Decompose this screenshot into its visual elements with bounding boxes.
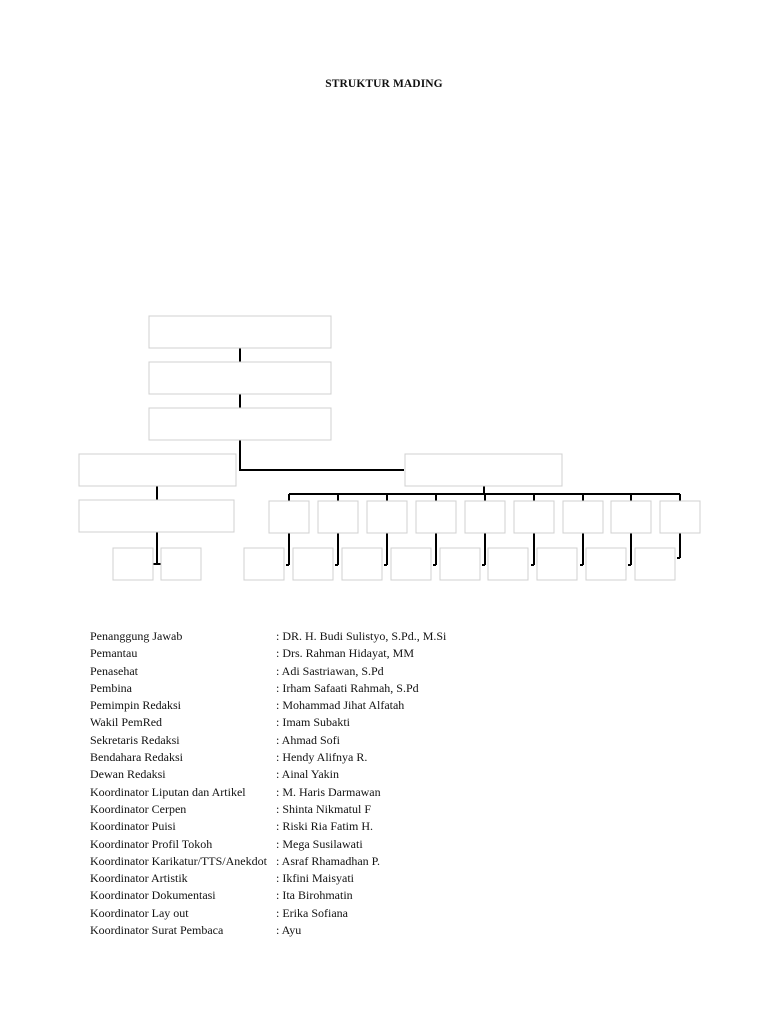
org-box-right-row1 (611, 501, 651, 533)
roster-row (90, 732, 446, 749)
org-box-left-1 (79, 454, 236, 486)
org-box-left-2 (79, 500, 234, 532)
org-box-top-2 (149, 362, 331, 394)
roster-role: Koordinator Dokumentasi (90, 888, 216, 903)
roster-role: Wakil PemRed (90, 715, 163, 730)
roster-name: : Riski Ria Fatim H. (276, 819, 374, 834)
org-box-left-3a (113, 548, 153, 580)
roster-role: Dewan Redaksi (90, 767, 166, 782)
org-box-left-3b (161, 548, 201, 580)
org-box-top-1 (149, 316, 331, 348)
roster-role: Koordinator Surat Pembaca (90, 923, 224, 938)
org-chart-boxes (79, 316, 700, 580)
roster-list (90, 628, 446, 939)
roster-row (90, 784, 446, 801)
roster-name: : Hendy Alifnya R. (276, 750, 368, 765)
roster-row (90, 905, 446, 922)
roster-name: : M. Haris Darmawan (276, 784, 381, 799)
roster-role: Penanggung Jawab (90, 629, 183, 643)
roster-row (90, 766, 446, 783)
roster-name: : Ikfini Maisyati (276, 871, 354, 886)
roster-row (90, 818, 446, 835)
document-title: STRUKTUR MADING (325, 78, 443, 90)
roster-row (90, 887, 446, 904)
roster-name: : Shinta Nikmatul F (276, 801, 372, 816)
org-box-right-1 (405, 454, 562, 486)
org-box-right-row1 (269, 501, 309, 533)
roster-name: : Irham Safaati Rahmah, S.Pd (276, 680, 419, 695)
roster-role: Koordinator Liputan dan Artikel (90, 784, 246, 799)
roster-name: : Erika Sofiana (276, 905, 348, 920)
roster-name: : DR. H. Budi Sulistyo, S.Pd., M.Si (276, 629, 447, 643)
org-box-right-row1 (563, 501, 603, 533)
org-box-right-row2 (440, 548, 480, 580)
roster-row (90, 922, 446, 939)
roster-row (90, 697, 446, 714)
roster-name: : Ita Birohmatin (276, 888, 353, 903)
roster-role: Koordinator Cerpen (90, 801, 187, 816)
roster-row (90, 749, 446, 766)
connector-to-right-branch (240, 440, 404, 470)
roster-row (90, 663, 446, 680)
roster-role: Pemantau (90, 646, 138, 661)
roster-role: Koordinator Karikatur/TTS/Anekdot (90, 853, 267, 868)
org-box-right-row2 (391, 548, 431, 580)
org-box-right-row1 (416, 501, 456, 533)
org-box-right-row2 (488, 548, 528, 580)
roster-row (90, 714, 446, 731)
roster-row (90, 645, 446, 662)
org-box-right-row1 (660, 501, 700, 533)
roster-name: : Ayu (276, 923, 302, 938)
org-box-right-row1 (465, 501, 505, 533)
roster-row (90, 628, 446, 645)
connector-left-2b (157, 532, 161, 564)
roster-row (90, 853, 446, 870)
roster-role: Bendahara Redaksi (90, 750, 183, 765)
org-box-right-row2 (586, 548, 626, 580)
roster-row (90, 836, 446, 853)
org-box-right-row2 (342, 548, 382, 580)
roster-role: Penasehat (90, 663, 138, 678)
org-box-top-3 (149, 408, 331, 440)
roster-role: Pembina (90, 680, 132, 695)
roster-name: : Ahmad Sofi (276, 732, 341, 747)
roster-name: : Adi Sastriawan, S.Pd (276, 663, 384, 678)
roster-name: : Imam Subakti (276, 715, 350, 730)
roster-name: : Ainal Yakin (276, 767, 340, 782)
roster-role: Koordinator Puisi (90, 819, 176, 834)
roster-role: Koordinator Profil Tokoh (90, 836, 213, 851)
roster-role: Pemimpin Redaksi (90, 698, 181, 713)
roster-name: : Mohammad Jihat Alfatah (276, 698, 405, 713)
org-box-right-row1 (514, 501, 554, 533)
roster-row (90, 680, 446, 697)
roster-role: Koordinator Lay out (90, 905, 189, 920)
roster-name: : Drs. Rahman Hidayat, MM (276, 646, 414, 661)
roster-name: : Mega Susilawati (276, 836, 363, 851)
org-box-right-row2 (244, 548, 284, 580)
roster-row (90, 801, 446, 818)
roster-role: Sekretaris Redaksi (90, 732, 180, 747)
roster-row (90, 870, 446, 887)
org-box-right-row1 (367, 501, 407, 533)
roster-role: Koordinator Artistik (90, 871, 188, 886)
org-box-right-row2 (635, 548, 675, 580)
org-box-right-row1 (318, 501, 358, 533)
org-box-right-row2 (537, 548, 577, 580)
org-box-right-row2 (293, 548, 333, 580)
roster-name: : Asraf Rhamadhan P. (276, 853, 380, 868)
